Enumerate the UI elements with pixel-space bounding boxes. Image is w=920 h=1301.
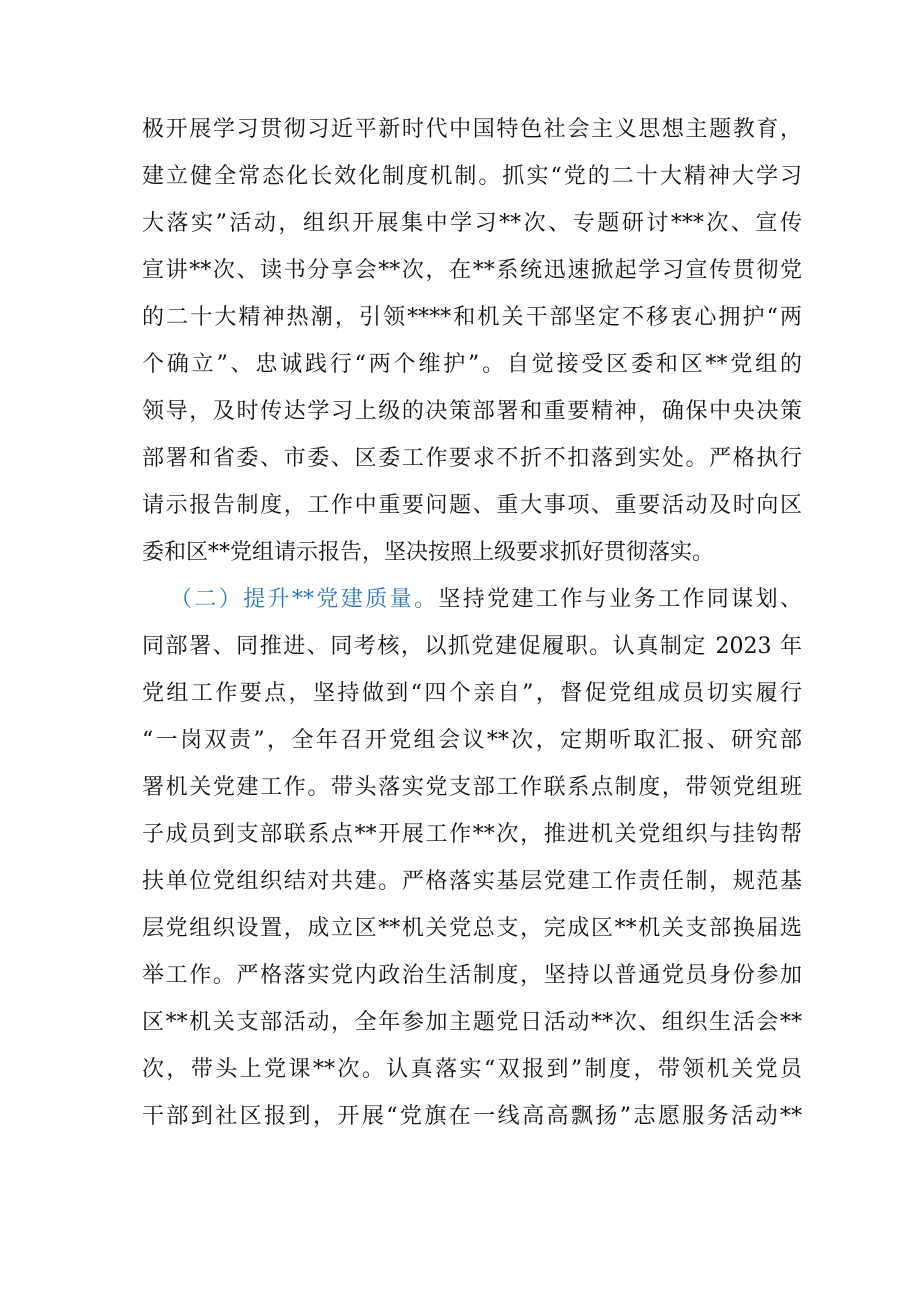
paragraph-1-line: 宣讲**次、读书分享会**次，在**系统迅速掀起学习宣传贯彻党 <box>142 258 802 283</box>
paragraph-2-line: 次，带头上党课**次。认真落实“双报到”制度，带领机关党员 <box>142 1057 802 1082</box>
paragraph-2-line: “一岗双责”，全年召开党组会议**次，定期听取汇报、研究部 <box>142 728 802 753</box>
paragraph-2-line: 干部到社区报到，开展“党旗在一线高高飘扬”志愿服务活动** <box>142 1104 802 1129</box>
paragraph-2-line: 扶单位党组织结对共建。严格落实基层党建工作责任制，规范基 <box>142 869 802 894</box>
paragraph-2-line: 层党组织设置，成立区**机关党总支，完成区**机关支部换届选 <box>142 916 802 941</box>
document-body <box>142 106 802 1140</box>
paragraph-2-line: 举工作。严格落实党内政治生活制度，坚持以普通党员身份参加 <box>142 963 802 988</box>
paragraph-2-line: 署机关党建工作。带头落实党支部工作联系点制度，带领党组班 <box>142 775 802 800</box>
paragraph-1-line: 建立健全常态化长效化制度机制。抓实“党的二十大精神大学习 <box>142 164 802 189</box>
paragraph-1-line: 极开展学习贯彻习近平新时代中国特色社会主义思想主题教育， <box>142 117 802 142</box>
paragraph-2-first-line-text: 坚持党建工作与业务工作同谋划、 <box>438 587 802 612</box>
paragraph-2-first-line <box>142 576 802 623</box>
paragraph-1 <box>142 106 802 576</box>
paragraph-1-line: 个确立”、忠诚践行“两个维护”。自觉接受区委和区**党组的 <box>142 352 802 377</box>
paragraph-2-line: 同部署、同推进、同考核，以抓党建促履职。认真制定 2023 年 <box>142 634 802 659</box>
paragraph-2-line: 子成员到支部联系点**开展工作**次，推进机关党组织与挂钩帮 <box>142 822 802 847</box>
paragraph-1-line: 部署和省委、市委、区委工作要求不折不扣落到实处。严格执行 <box>142 446 802 471</box>
paragraph-2 <box>142 576 802 1140</box>
paragraph-1-line: 委和区**党组请示报告，坚决按照上级要求抓好贯彻落实。 <box>142 540 715 565</box>
paragraph-2-line: 党组工作要点，坚持做到“四个亲自”，督促党组成员切实履行 <box>142 681 802 706</box>
paragraph-1-line: 请示报告制度，工作中重要问题、重大事项、重要活动及时向区 <box>142 493 802 518</box>
section-heading: （二）提升**党建质量。 <box>170 587 439 612</box>
paragraph-1-line: 大落实”活动，组织开展集中学习**次、专题研讨***次、宣传 <box>142 211 802 236</box>
paragraph-1-line: 领导，及时传达学习上级的决策部署和重要精神，确保中央决策 <box>142 399 802 424</box>
paragraph-2-line: 区**机关支部活动，全年参加主题党日活动**次、组织生活会** <box>142 1010 802 1035</box>
paragraph-1-line: 的二十大精神热潮，引领****和机关干部坚定不移衷心拥护“两 <box>142 305 802 330</box>
